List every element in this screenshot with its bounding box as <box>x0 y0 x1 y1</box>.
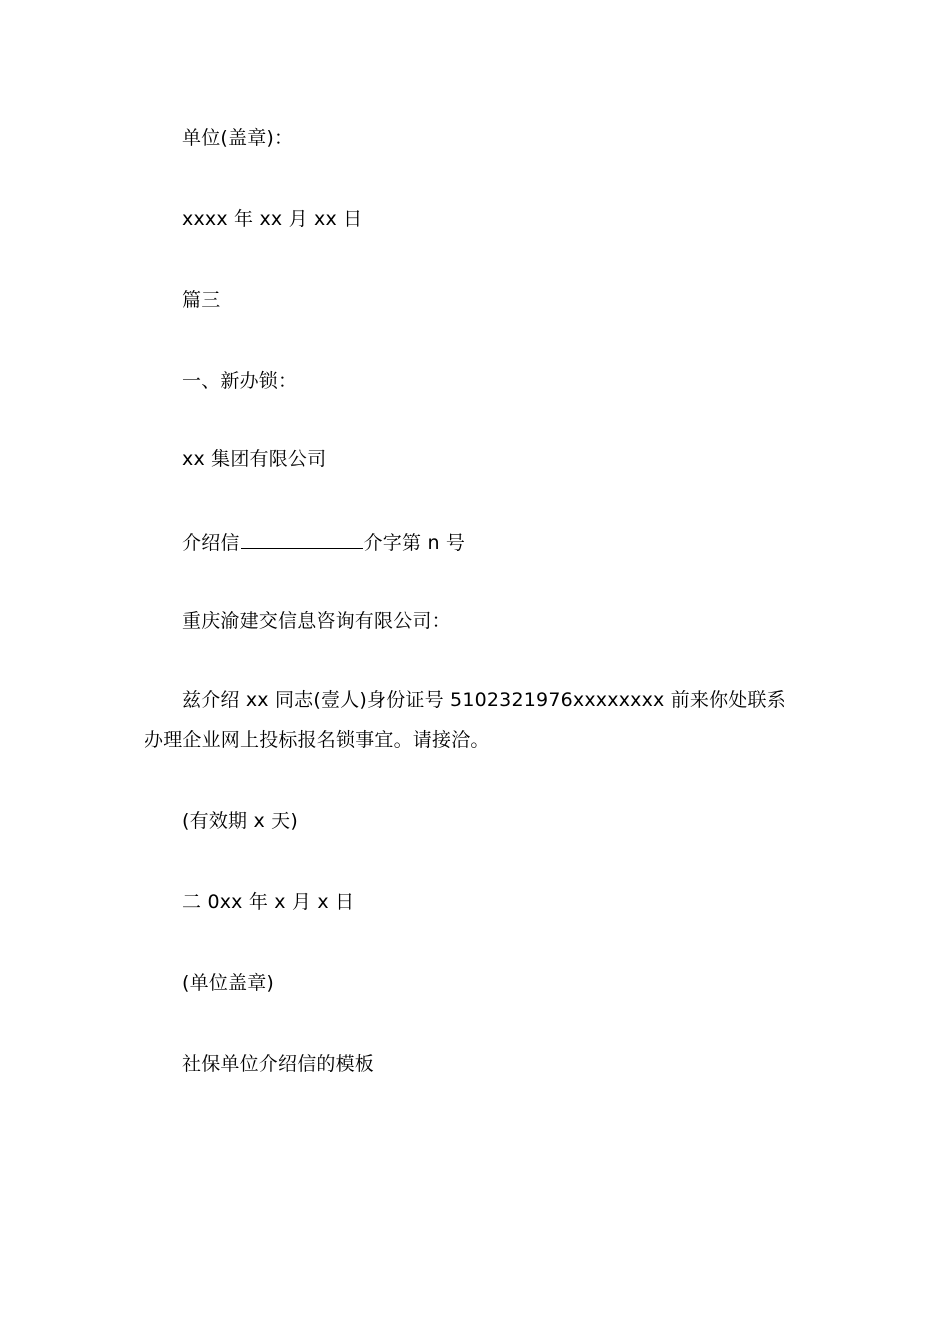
recipient-line: 重庆渝建交信息咨询有限公司： <box>182 610 451 632</box>
item-heading: 一、新办锁： <box>182 370 298 392</box>
seal-line: (单位盖章) <box>182 972 275 994</box>
body-paragraph: 兹介绍 xx 同志(壹人)身份证号 5102321976xxxxxxxx 前来你处联系办理企业网上投标报名锁事宜。请接洽。 <box>144 689 786 751</box>
letter-prefix: 介绍信 <box>182 532 240 554</box>
next-section-title: 社保单位介绍信的模板 <box>182 1053 375 1075</box>
company-name: xx 集团有限公司 <box>182 448 327 470</box>
date-line: 二 0xx 年 x 月 x 日 <box>182 891 355 913</box>
date-placeholder-line: xxxx 年 xx 月 xx 日 <box>182 208 363 230</box>
section-heading: 篇三 <box>182 289 221 311</box>
validity-line: (有效期 x 天) <box>182 810 298 832</box>
letter-number-line <box>182 528 465 555</box>
unit-seal-line: 单位(盖章)： <box>182 127 294 149</box>
letter-suffix: 介字第 n 号 <box>363 532 466 554</box>
fill-in-blank <box>241 528 363 549</box>
